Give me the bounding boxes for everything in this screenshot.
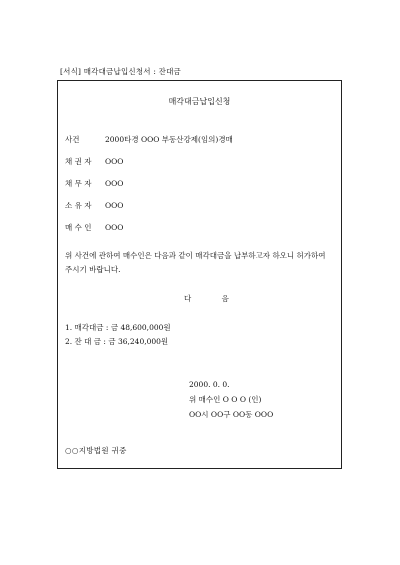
request-paragraph: 위 사건에 관하여 매수인은 다음과 같이 매각대금을 납부하고자 하오니 허가하여 주시기 바랍니다. [65,251,326,274]
document-title: 매각대금납입신청 [168,97,231,106]
item-balance: 2. 잔 대 금 : 금 36,240,000원 [65,337,169,346]
form-type-label: [서식] 매각대금납입신청서 : 잔대금 [60,67,181,76]
debtor-label: 채 무 자 [65,179,92,188]
creditor-value: OOO [105,157,124,166]
court-addressee: ○○지방법원 귀중 [65,446,127,455]
signature-address: OO시 OO구 OO동 OOO [189,410,274,419]
item-sale-price: 1. 매각대금 : 금 48,600,000원 [65,323,171,332]
buyer-value: OOO [105,223,124,232]
document-frame [57,80,342,469]
signature-buyer: 위 매수인 O O O (인) [189,395,262,404]
debtor-value: OOO [105,179,124,188]
section-heading: 다 음 [184,294,243,303]
owner-label: 소 유 자 [65,201,92,210]
signature-date: 2000. 0. 0. [189,380,230,389]
buyer-label: 매 수 인 [65,223,92,232]
creditor-label: 채 권 자 [65,157,92,166]
case-value: 2000타경 OOO 부동산강제(임의)경매 [105,135,233,144]
owner-value: OOO [105,201,124,210]
case-label: 사건 [65,135,80,144]
